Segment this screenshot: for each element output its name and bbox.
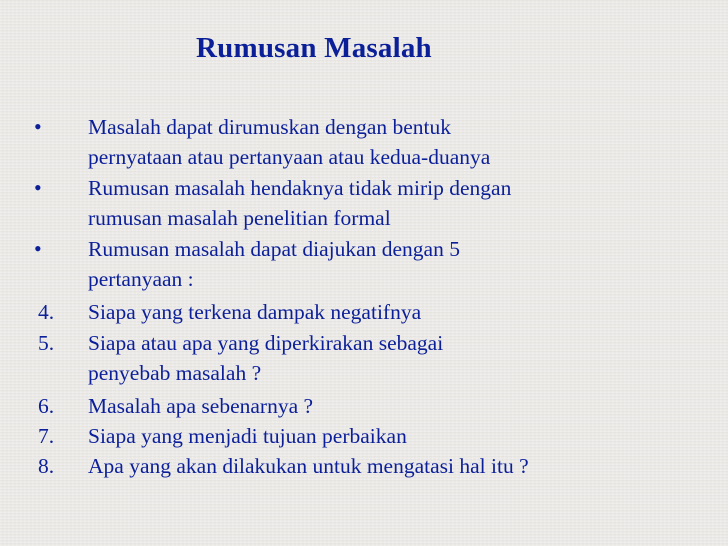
list-item-line: Siapa atau apa yang diperkirakan sebagai <box>88 331 444 355</box>
list-item-text <box>88 421 407 451</box>
bullet-marker: • <box>34 236 42 261</box>
list-item-line: penyebab masalah ? <box>88 361 262 385</box>
list-item-line: pertanyaan : <box>88 267 194 291</box>
list-item-line: Siapa yang terkena dampak negatifnya <box>88 300 422 324</box>
list-item-text <box>88 451 529 481</box>
number-marker: 5. <box>38 331 55 355</box>
slide-title: Rumusan Masalah <box>196 32 432 64</box>
list-item-line: Rumusan masalah hendaknya tidak mirip dengan <box>88 176 512 200</box>
number-marker: 8. <box>38 454 55 478</box>
list-item-text <box>88 391 313 421</box>
list-item-line: Siapa yang menjadi tujuan perbaikan <box>88 424 407 448</box>
bullet-marker: • <box>34 175 42 200</box>
list-item-line: Apa yang akan dilakukan untuk mengatasi hal itu ? <box>88 454 529 478</box>
number-marker: 6. <box>38 394 55 418</box>
list-item-line: Masalah dapat dirumuskan dengan bentuk <box>88 115 452 139</box>
list-item-text <box>88 234 460 294</box>
list-item-text <box>88 112 490 172</box>
number-marker: 4. <box>38 300 55 324</box>
list-item-line: rumusan masalah penelitian formal <box>88 206 391 230</box>
list-item-text <box>88 328 443 388</box>
list-item-text <box>88 173 511 233</box>
number-marker: 7. <box>38 424 55 448</box>
list-item-line: pernyataan atau pertanyaan atau kedua-duanya <box>88 145 491 169</box>
list-item-text <box>88 297 421 327</box>
list-item-line: Masalah apa sebenarnya ? <box>88 394 314 418</box>
list-item-line: Rumusan masalah dapat diajukan dengan 5 <box>88 237 460 261</box>
bullet-marker: • <box>34 114 42 139</box>
